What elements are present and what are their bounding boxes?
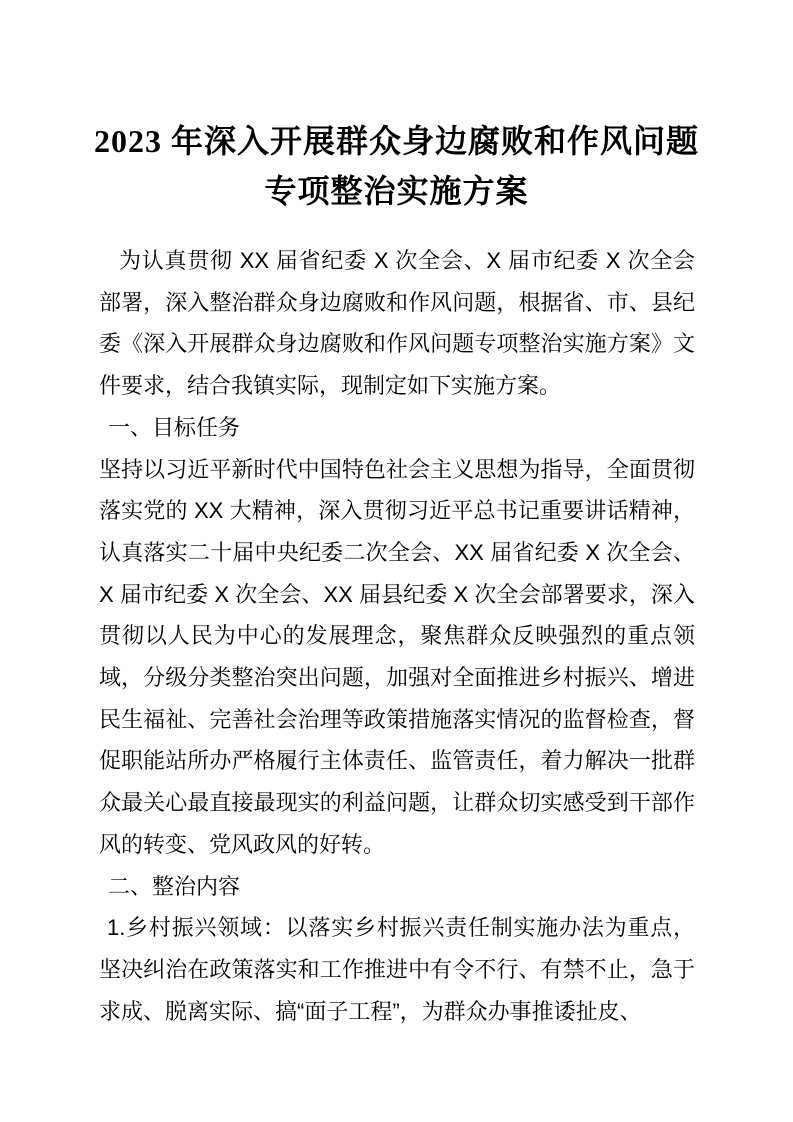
document-title	[0, 0, 793, 216]
paragraph: 1.乡村振兴领域：以落实乡村振兴责任制实施办法为重点，坚决纠治在政策落实和工作推进中有令不行、有禁不止，急于求成、脱离实际、搞“面子工程”，为群众办事推诿扯皮、	[99, 915, 695, 1024]
title-line-2: 专项整治实施方案	[264, 173, 529, 209]
document-body	[99, 240, 695, 1032]
title-line-1: 2023 年深入开展群众身边腐败和作风问题	[93, 123, 699, 159]
paragraph: 坚持以习近平新时代中国特色社会主义思想为指导，全面贯彻落实党的 XX 大精神，深入贯彻习近平总书记重要讲话精神，认真落实二十届中央纪委二次全会、XX 届省纪委 X 次全会、X 届市纪委 X 次全会、XX 届县纪委 X 次全会部署要求，深入贯彻以人民为中心的发展理念，聚焦群众反映强烈的重点领域，分级分类整治突出问题，加强对全面推进乡村振兴、增进民生福祉、完善社会治理等政策措施落实情况的监督检查，督促职能站所办严格履行主体责任、监管责任，着力解决一批群众最关心最直接最现实的利益问题，让群众切实感受到干部作风的转变、党风政风的好转。	[99, 456, 695, 857]
section-heading: 二、整治内容	[108, 873, 241, 899]
paragraph: 为认真贯彻 XX 届省纪委 X 次全会、X 届市纪委 X 次全会部署，深入整治群众身边腐败和作风问题，根据省、市、县纪委《深入开展群众身边腐败和作风问题专项整治实施方案》文件要求，结合我镇实际，现制定如下实施方案。	[99, 248, 695, 399]
section-heading: 一、目标任务	[108, 414, 241, 440]
